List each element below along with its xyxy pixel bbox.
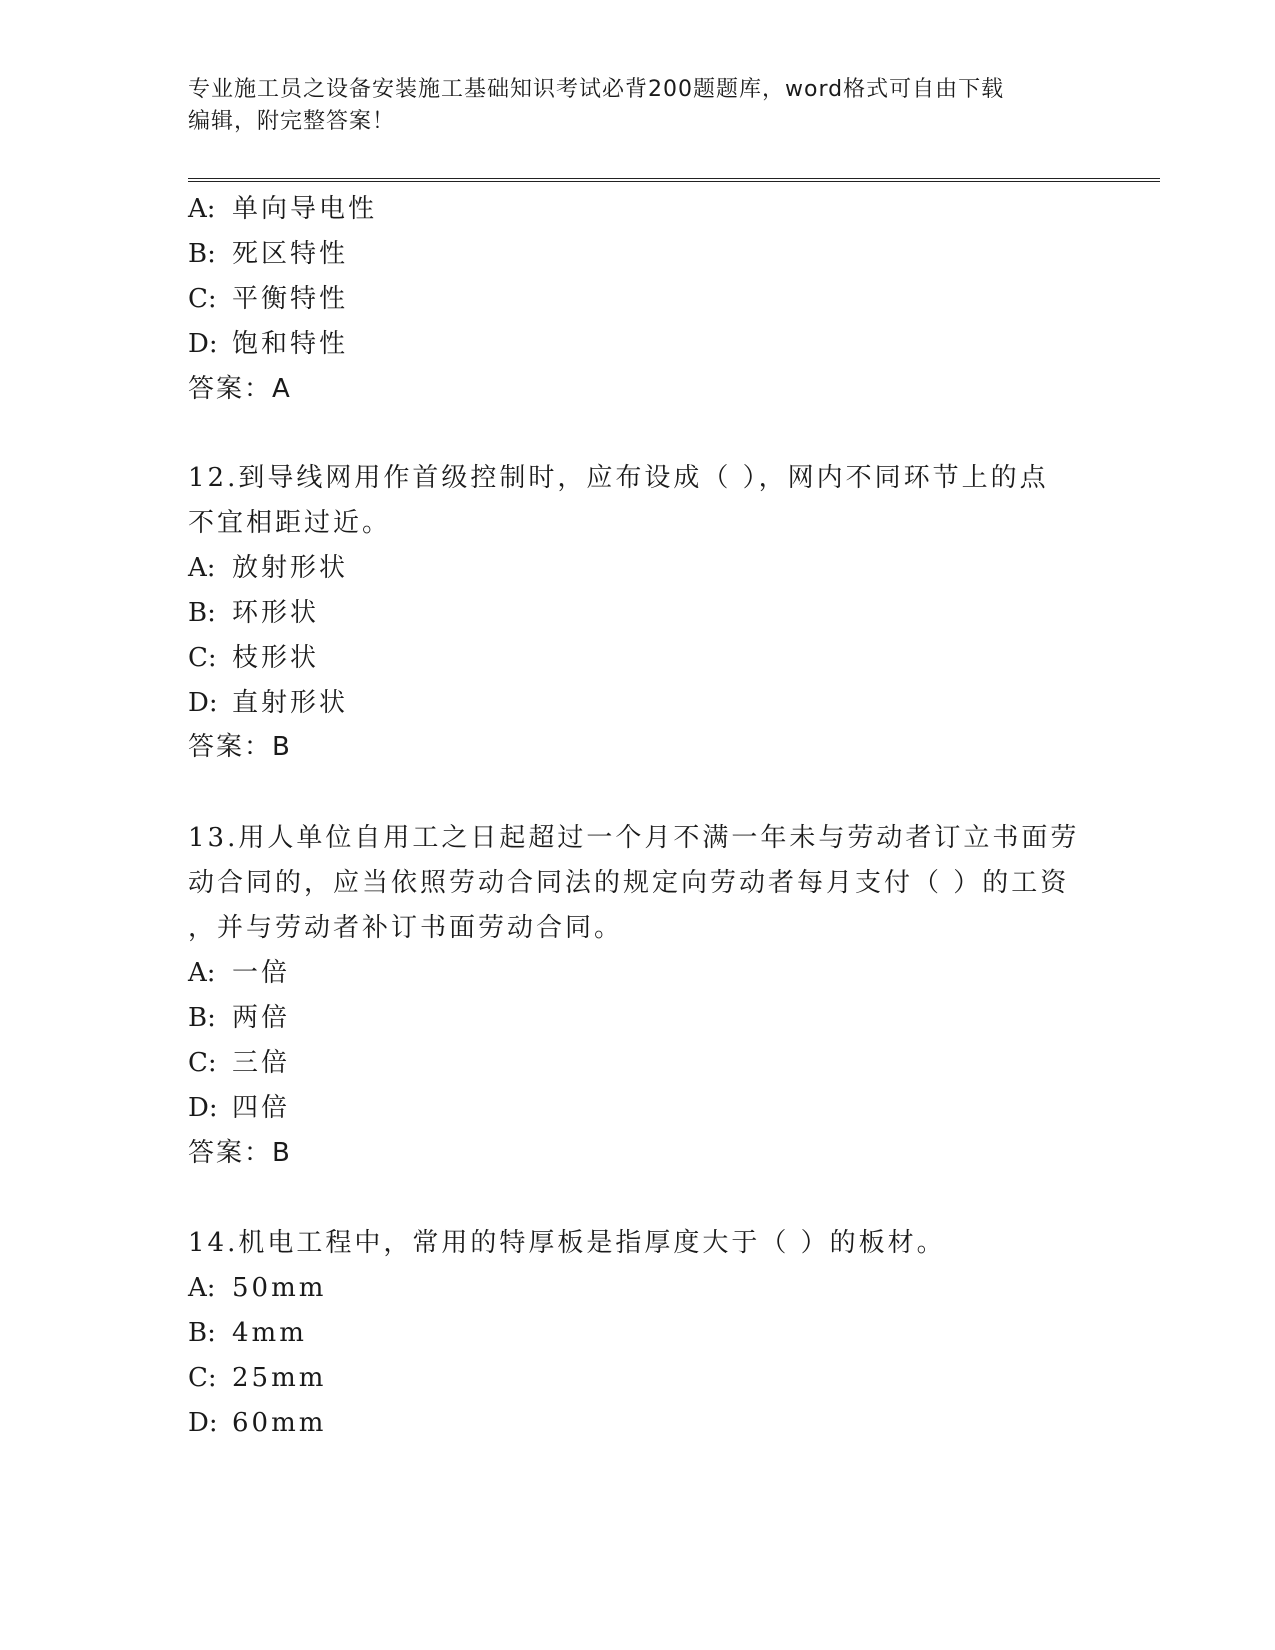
q13-stem-line-3: ，并与劳动者补订书面劳动合同。 (188, 913, 624, 943)
q12-stem-line-1: 12.到导线网用作首级控制时，应布设成（ ），网内不同环节上的点 (188, 463, 1049, 493)
q12-option-c: C: 枝形状 (188, 643, 320, 673)
q14-option-b: B: 4mm (188, 1318, 307, 1348)
q12-answer: 答案：B (188, 732, 292, 762)
q11-option-b: B: 死区特性 (188, 239, 349, 269)
q11-option-d: D: 饱和特性 (188, 329, 349, 359)
q13-stem-line-2: 动合同的，应当依照劳动合同法的规定向劳动者每月支付（ ）的工资 (188, 868, 1070, 898)
header-divider (188, 178, 1160, 182)
q14-stem-line-1: 14.机电工程中，常用的特厚板是指厚度大于（ ）的板材。 (188, 1228, 946, 1258)
q13-option-d: D: 四倍 (188, 1093, 291, 1123)
q13-stem-line-1: 13.用人单位自用工之日起超过一个月不满一年未与劳动者订立书面劳 (188, 823, 1080, 853)
q13-option-b: B: 两倍 (188, 1003, 291, 1033)
header-line-1: 专业施工员之设备安装施工基础知识考试必背200题题库，word格式可自由下载 (188, 77, 1005, 102)
q11-option-c: C: 平衡特性 (188, 284, 349, 314)
q12-option-a: A: 放射形状 (188, 553, 349, 583)
q14-option-a: A: 50mm (188, 1273, 327, 1303)
q13-option-a: A: 一倍 (188, 958, 291, 988)
q14-option-c: C: 25mm (188, 1363, 327, 1393)
q12-option-d: D: 直射形状 (188, 688, 349, 718)
document-header (188, 74, 1088, 138)
q11-answer: 答案：A (188, 374, 292, 404)
q12-stem-line-2: 不宜相距过近。 (188, 508, 392, 538)
q13-option-c: C: 三倍 (188, 1048, 291, 1078)
q12-option-b: B: 环形状 (188, 598, 320, 628)
q13-answer: 答案：B (188, 1138, 292, 1168)
q11-option-a: A: 单向导电性 (188, 194, 378, 224)
q14-option-d: D: 60mm (188, 1408, 327, 1438)
header-line-2: 编辑，附完整答案！ (188, 109, 396, 134)
